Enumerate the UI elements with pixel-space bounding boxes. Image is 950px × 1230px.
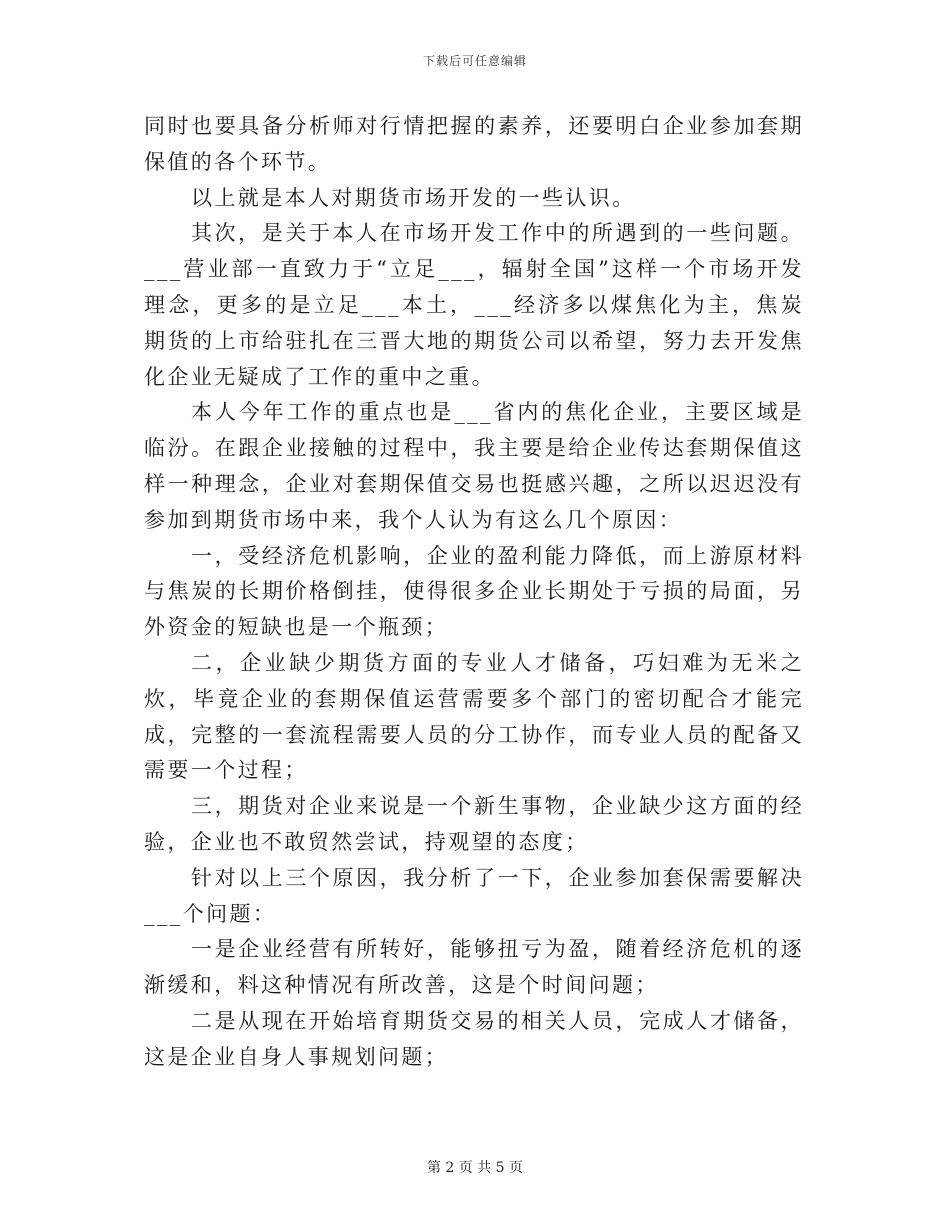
- paragraph: 二，企业缺少期货方面的专业人才储备，巧妇难为无米之炊，毕竟企业的套期保值运营需要多个部门的密切配合才能完成，完整的一套流程需要人员的分工协作，而专业人员的配备又需要一个过程；: [144, 650, 804, 783]
- page-number: 第 2 页 共 5 页: [426, 1160, 524, 1176]
- paragraph: 其次，是关于本人在市场开发工作中的所遇到的一些问题。___营业部一直致力于“立足___，辐射全国”这样一个市场开发理念，更多的是立足___本土，___经济多以煤焦化为主，焦炭期货的上市给驻扎在三晋大地的期货公司以希望，努力去开发焦化企业无疑成了工作的重中之重。: [144, 221, 804, 389]
- paragraph: 针对以上三个原因，我分析了一下，企业参加套保需要解决___个问题：: [144, 865, 804, 926]
- paragraph: 同时也要具备分析师对行情把握的素养，还要明白企业参加套期保值的各个环节。: [144, 114, 804, 174]
- paragraph: 一，受经济危机影响，企业的盈利能力降低，而上游原材料与焦炭的长期价格倒挂，使得很多企业长期处于亏损的局面，另外资金的短缺也是一个瓶颈；: [144, 543, 804, 640]
- paragraph: 本人今年工作的重点也是___省内的焦化企业，主要区域是临汾。在跟企业接触的过程中，我主要是给企业传达套期保值这样一种理念，企业对套期保值交易也挺感兴趣，之所以迟迟没有参加到期货市场中来，我个人认为有这么几个原因：: [144, 400, 804, 532]
- paragraph: 三，期货对企业来说是一个新生事物，企业缺少这方面的经验，企业也不敢贸然尝试，持观望的态度；: [144, 794, 804, 854]
- paragraph: 二是从现在开始培育期货交易的相关人员，完成人才储备，这是企业自身人事规划问题；: [144, 1008, 804, 1069]
- page-header: 下载后可任意编辑: [422, 54, 527, 68]
- document-body: [144, 109, 804, 1076]
- paragraph: 以上就是本人对期货市场开发的一些认识。: [191, 185, 636, 210]
- paragraph: 一是企业经营有所转好，能够扭亏为盈，随着经济危机的逐渐缓和，料这种情况有所改善，这是个时间问题；: [144, 937, 804, 998]
